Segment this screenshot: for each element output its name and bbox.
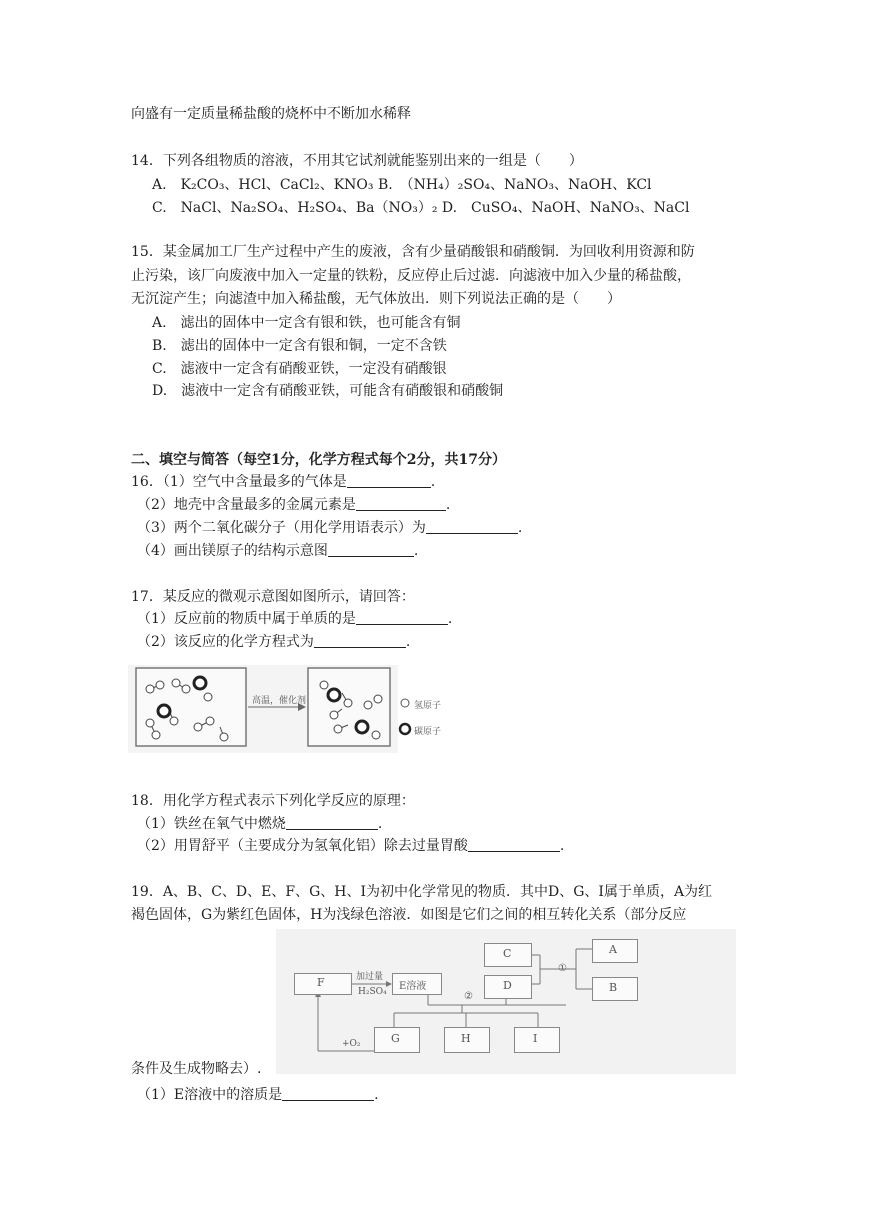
arrow-condition-label: 高温，催化剂	[252, 696, 307, 706]
legend-carbon-label: 碳原子	[414, 727, 442, 737]
q16-part3	[137, 518, 522, 538]
q16-part4	[137, 541, 418, 561]
reaction-legend	[398, 695, 458, 745]
period: .	[377, 816, 383, 832]
transformation-diagram	[276, 929, 736, 1074]
q14-stem: 14．下列各组物质的溶液，不用其它试剂就能鉴别出来的一组是（ ）	[131, 153, 583, 169]
node-a: A	[592, 939, 638, 963]
q17-stem: 17．某反应的微观示意图如图所示，请回答：	[131, 589, 415, 605]
node-b: B	[592, 977, 638, 1001]
q16-part2	[137, 495, 450, 515]
q18-stem: 18．用化学方程式表示下列化学反应的原理：	[131, 793, 415, 809]
answer-blank[interactable]	[328, 542, 414, 557]
node-h: H	[444, 1027, 490, 1053]
period: .	[559, 838, 565, 854]
q15-line1: 15．某金属加工厂生产过程中产生的废液，含有少量硝酸银和硝酸铜．为回收利用资源和防	[131, 244, 695, 260]
q15-option-d: D. 滤液中一定含有硝酸亚铁，可能含有硝酸银和硝酸铜	[152, 383, 504, 399]
node-g: G	[374, 1027, 420, 1053]
arrow-label-oxygen: +O₂	[342, 1039, 361, 1049]
period: .	[445, 497, 451, 513]
node-f: F	[294, 973, 352, 995]
q18-part1-text: （1）铁丝在氧气中燃烧	[137, 816, 286, 832]
legend-atom-icons	[398, 695, 412, 745]
q16-part3-text: （3）两个二氧化碳分子（用化学用语表示）为	[137, 520, 426, 536]
answer-blank[interactable]	[347, 473, 431, 488]
period: .	[405, 634, 411, 650]
q16-part4-text: （4）画出镁原子的结构示意图	[137, 543, 328, 559]
q14-option-cd: C. NaCl、Na₂SO₄、H₂SO₄、Ba（NO₃）₂ D. CuSO₄、NaOH、NaNO₃、NaCl	[152, 200, 690, 216]
answer-blank[interactable]	[426, 519, 518, 534]
q16-part1	[131, 472, 435, 492]
period: .	[374, 1087, 379, 1103]
q17-part2-text: （2）该反应的化学方程式为	[137, 634, 314, 650]
q15-line2: 止污染，该厂向废液中加入一定量的铁粉，反应停止后过滤．向滤液中加入少量的稀盐酸，	[131, 268, 691, 284]
q16-part2-text: （2）地壳中含量最多的金属元素是	[137, 497, 356, 513]
answer-blank[interactable]	[468, 837, 560, 852]
answer-blank[interactable]	[314, 633, 406, 648]
answer-blank[interactable]	[282, 1086, 374, 1101]
q18-part2-text: （2）用胃舒平（主要成分为氢氧化铝）除去过量胃酸	[137, 838, 468, 854]
q17-part1	[137, 609, 452, 629]
legend-hydrogen-label: 氢原子	[414, 701, 442, 711]
q15-line3: 无沉淀产生；向滤渣中加入稀盐酸，无气体放出．则下列说法正确的是（ ）	[131, 291, 621, 307]
node-i: I	[514, 1027, 560, 1053]
reaction-mark-1: ①	[558, 963, 567, 974]
period: .	[447, 611, 453, 627]
period: .	[430, 474, 436, 490]
period: .	[413, 543, 419, 559]
arrow-label-excess: 加过量	[356, 972, 384, 982]
q15-option-b: B. 滤出的固体中一定含有银和铜，一定不含铁	[152, 338, 447, 354]
q19-line3: 条件及生成物略去）.	[131, 1061, 262, 1077]
intro-text: 向盛有一定质量稀盐酸的烧杯中不断加水稀释	[131, 106, 411, 122]
node-d: D	[484, 975, 532, 999]
period: .	[517, 520, 523, 536]
reaction-mark-2: ②	[464, 991, 473, 1002]
section-heading: 二、填空与简答（每空1分，化学方程式每个2分，共17分）	[131, 452, 506, 468]
node-c: C	[484, 943, 532, 967]
node-e: E溶液	[392, 973, 442, 995]
arrow-label-acid: H₂SO₄	[358, 987, 387, 997]
q16-part1-text: 16．（1）空气中含量最多的气体是	[131, 474, 347, 490]
q19-part1-text: （1）E溶液中的溶质是	[137, 1087, 283, 1103]
q18-part1	[137, 814, 382, 834]
q17-part2	[137, 632, 410, 652]
answer-blank[interactable]	[286, 815, 378, 830]
q14-option-ab: A. K₂CO₃、HCl、CaCl₂、KNO₃ B. （NH₄）₂SO₄、NaNO₃、NaOH、KCl	[152, 177, 652, 193]
reaction-figure	[128, 665, 398, 753]
q18-part2	[137, 836, 564, 856]
q19-line1: 19．A、B、C、D、E、F、G、H、I为初中化学常见的物质．其中D、G、I属于单质，A为红	[131, 884, 713, 900]
q15-option-c: C. 滤液中一定含有硝酸亚铁，一定没有硝酸银	[152, 361, 447, 377]
q17-part1-text: （1）反应前的物质中属于单质的是	[137, 611, 356, 627]
answer-blank[interactable]	[356, 496, 446, 511]
q19-part1	[137, 1085, 379, 1105]
q19-line2: 褐色固体，G为紫红色固体，H为浅绿色溶液．如图是它们之间的相互转化关系（部分反应	[131, 907, 687, 923]
reaction-diagram	[128, 665, 398, 753]
q15-option-a: A. 滤出的固体中一定含有银和铁，也可能含有铜	[152, 315, 461, 331]
answer-blank[interactable]	[356, 610, 448, 625]
